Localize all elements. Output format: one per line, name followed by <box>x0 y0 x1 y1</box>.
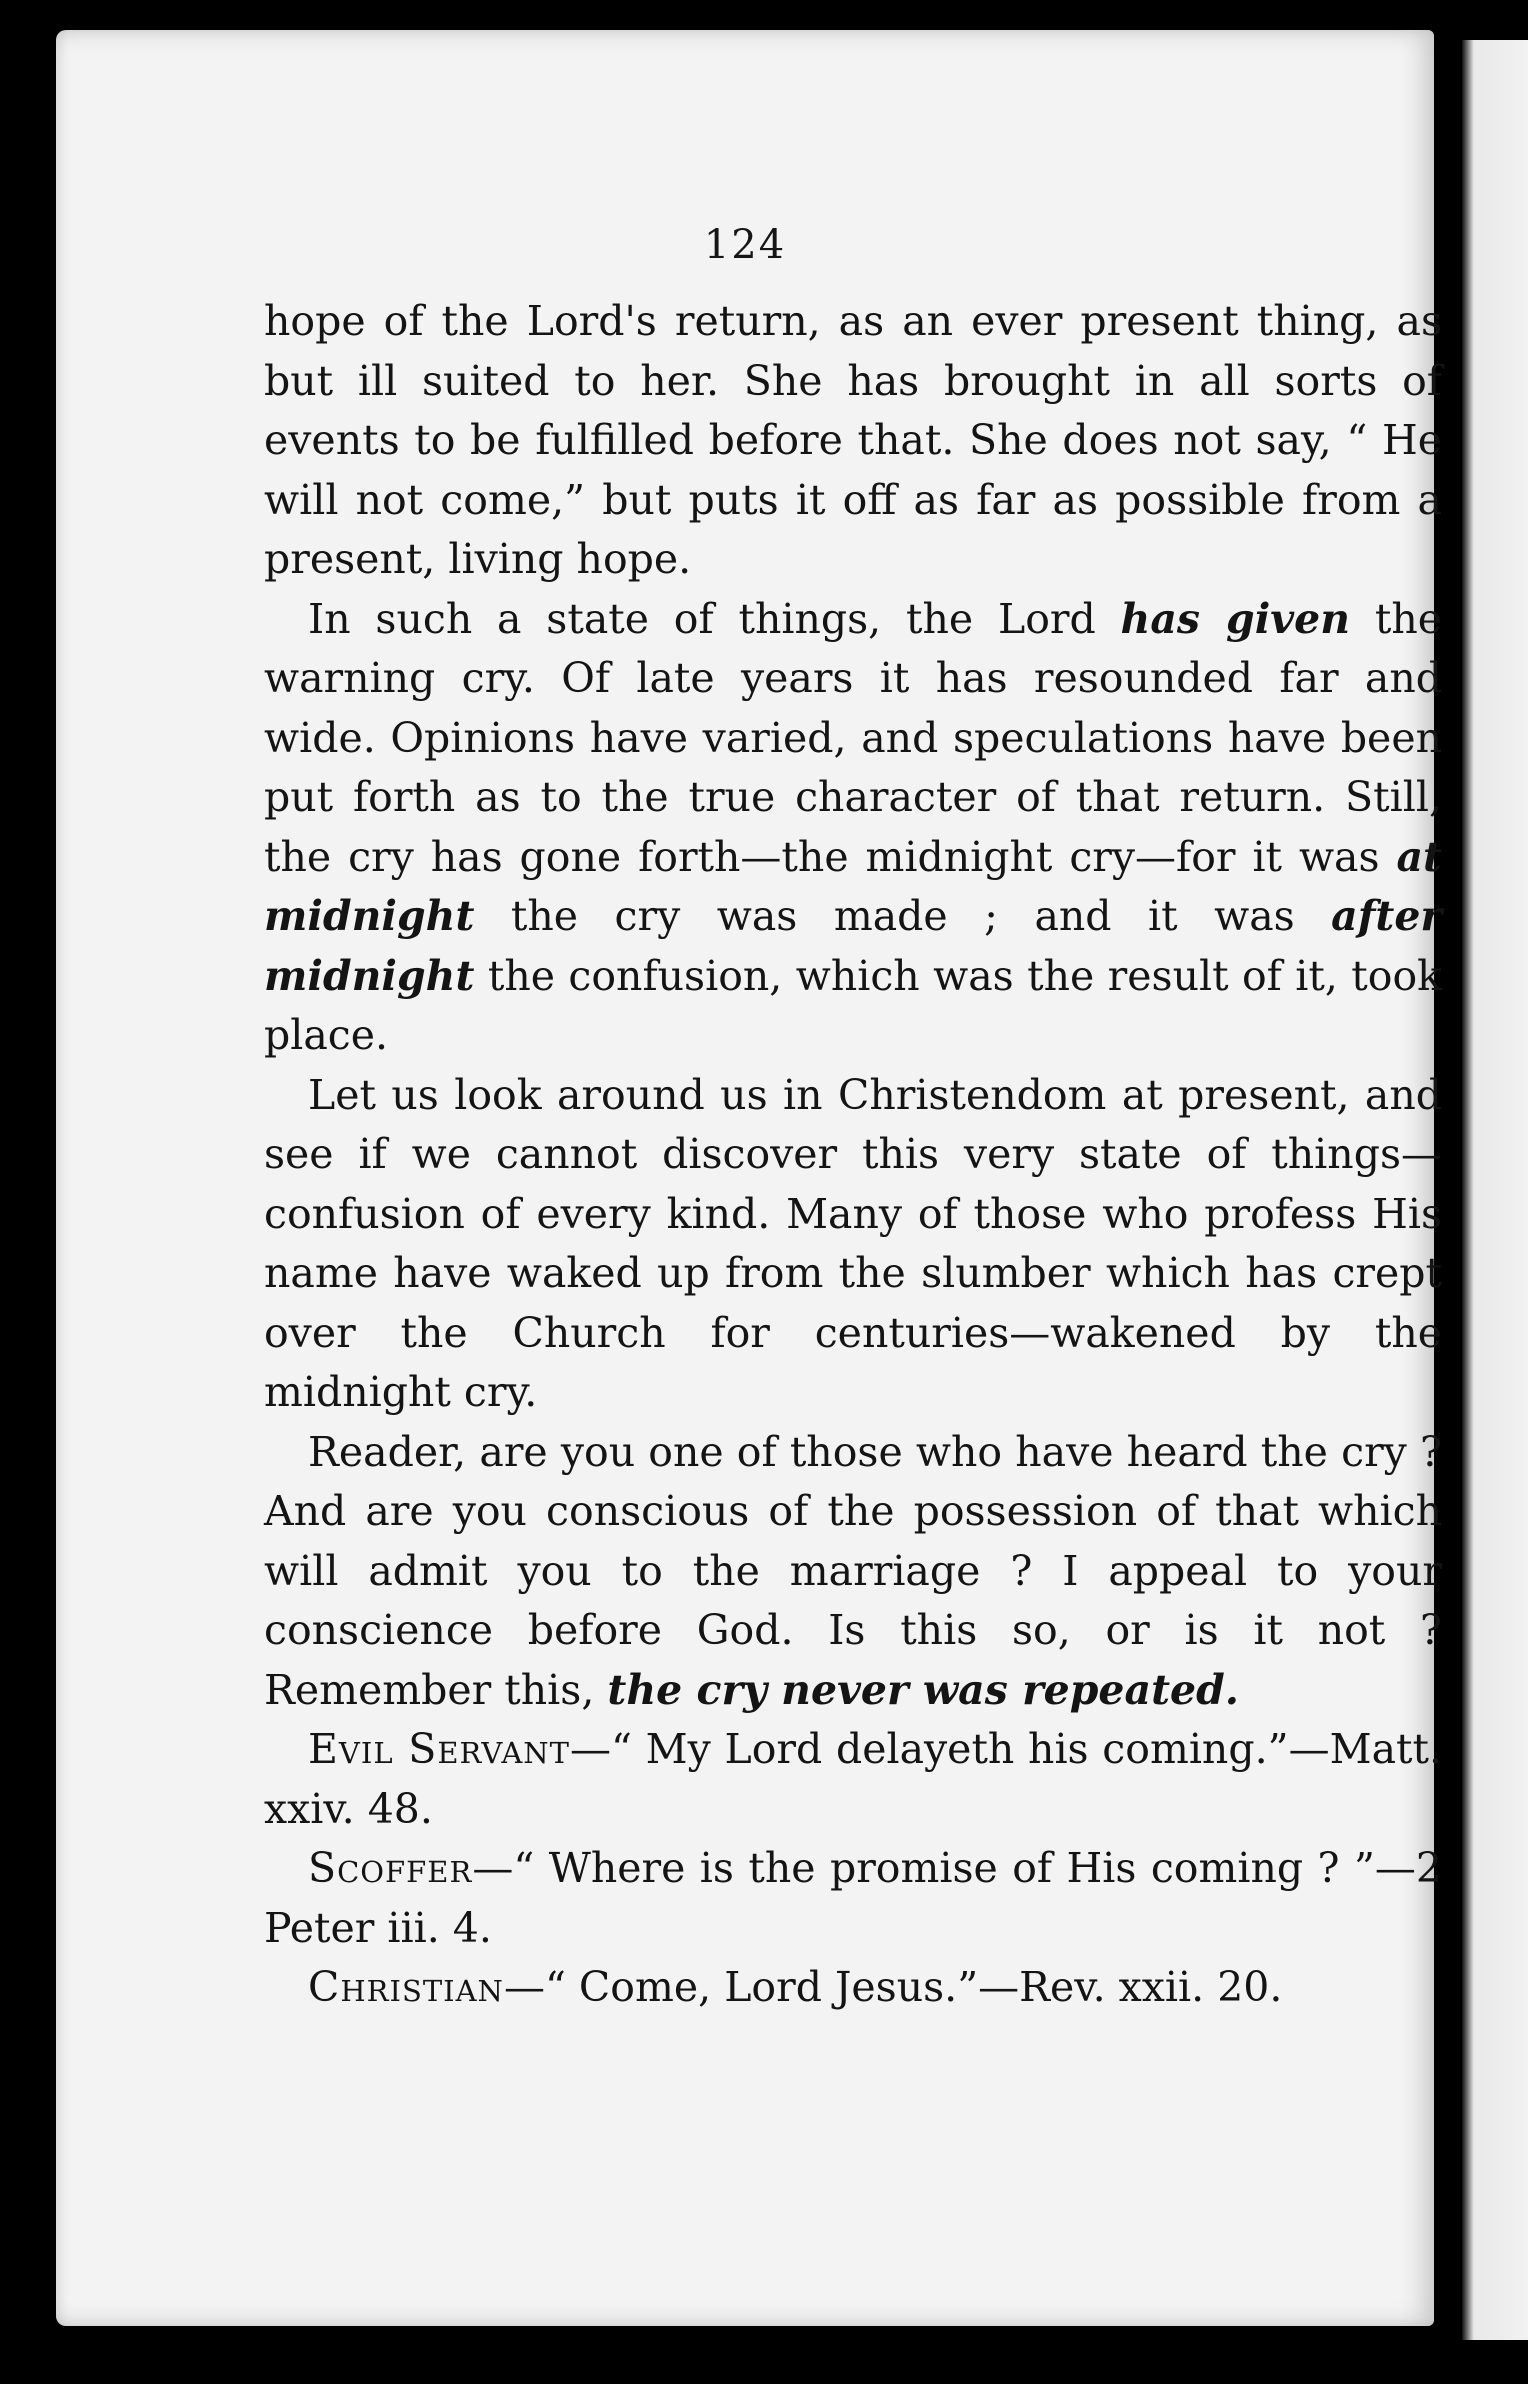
text-segment: the cry was made ; and it was <box>474 892 1332 940</box>
paragraph-p6 <box>264 1839 1442 1958</box>
paragraph-p1 <box>264 292 1442 590</box>
paragraph-p7 <box>264 1958 1442 2018</box>
paragraph-p3 <box>264 1066 1442 1423</box>
page-text <box>264 292 1442 2018</box>
text-segment: has given <box>1120 594 1351 643</box>
text-segment: —“ Come, Lord Jesus.”—Rev. xxii. 20. <box>503 1963 1283 2011</box>
text-segment: —“ Where is the promise of His coming ? ”—2 Peter iii. 4. <box>264 1844 1442 1952</box>
text-segment: In such a state of things, the Lord <box>308 594 1121 643</box>
text-segment: the cry never was repeated. <box>607 1665 1240 1714</box>
text-segment: the confusion, which was the result of it, took place. <box>264 951 1442 1059</box>
paragraph-p4 <box>264 1423 1442 1721</box>
text-segment: the warning cry. Of late years it has resounded far and wide. Opinions have varied, and speculations have been put forth as to the true character of that return. Still, the cry has gone forth—the midnight cry—for it was <box>264 594 1442 881</box>
paragraph-p5 <box>264 1720 1442 1839</box>
text-segment: Evil Servant <box>308 1725 570 1773</box>
text-segment: —“ My Lord delayeth his coming.”—Matt. xxiv. 48. <box>264 1725 1442 1833</box>
ink-speck <box>96 2360 101 2372</box>
text-segment: after midnight <box>264 892 1442 1000</box>
page-number: 124 <box>703 222 787 268</box>
ink-speck <box>14 290 26 297</box>
text-segment: Let us look around us in Christendom at present, and see if we cannot discover this very state of things—confusion of every kind. Many of those who profess His name have waked up from the slumber which has crept over the Church for centuries—wakened by the midnight cry. <box>264 1070 1442 1416</box>
book-page <box>56 30 1442 2326</box>
ink-speck <box>12 968 28 976</box>
paragraph-p2 <box>264 590 1442 1066</box>
text-segment: Reader, are you one of those who have heard the cry ? And are you conscious of the possession of that which will admit you to the marriage ? I appeal to your conscience before God. Is this so, or is it not ? Remember this, <box>264 1427 1442 1714</box>
text-segment: at midnight <box>264 832 1442 940</box>
text-segment: Christian <box>308 1963 504 2011</box>
text-segment: Scoffer <box>308 1844 473 1892</box>
next-page-edge <box>1462 40 1528 2340</box>
text-segment: hope of the Lord's return, as an ever present thing, as but ill suited to her. She has brought in all sorts of events to be fulfilled before that. She does not say, “ He will not come,” but puts it off as far as possible from a present, living hope. <box>264 297 1442 583</box>
